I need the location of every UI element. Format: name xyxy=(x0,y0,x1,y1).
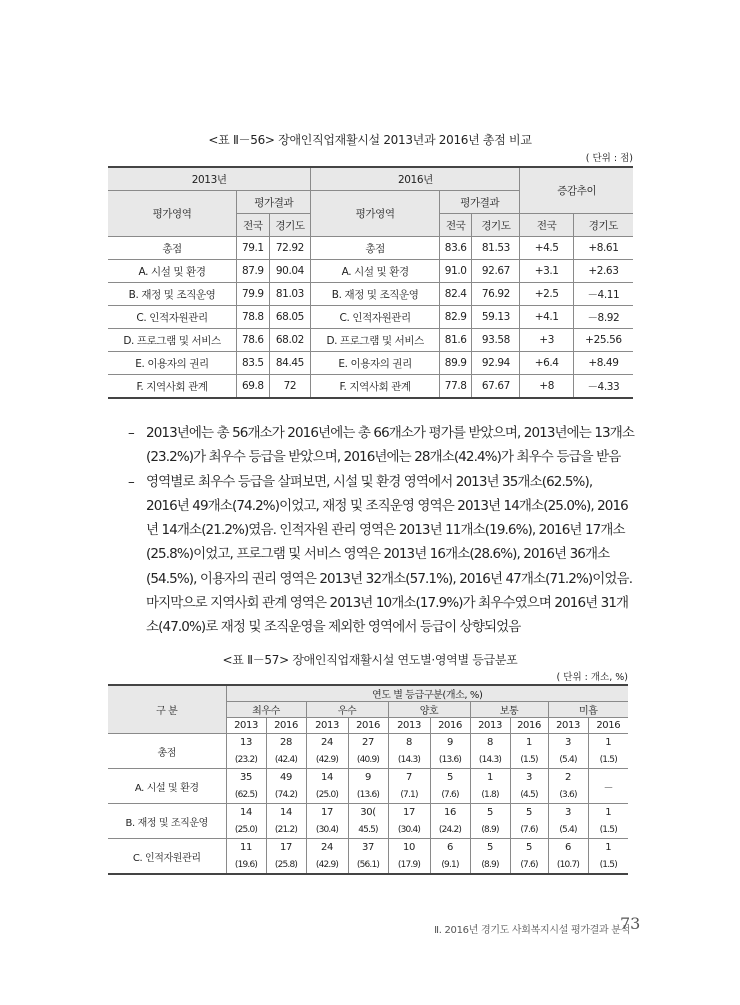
count-cell: 35 xyxy=(226,769,266,787)
percent-cell: (17.9) xyxy=(388,856,430,874)
header-year: 2013 xyxy=(306,718,348,734)
table57 xyxy=(108,684,628,875)
percent-cell: 45.5) xyxy=(348,821,388,839)
change-gyeonggi: +25.56 xyxy=(573,329,633,352)
row-label: B. 재정 및 조직운영 xyxy=(108,804,226,839)
header-national-2013: 전국 xyxy=(237,214,269,237)
empty-cell: － xyxy=(588,769,628,804)
count-cell: 37 xyxy=(348,839,388,857)
change-national: +3 xyxy=(520,329,573,352)
count-cell: 14 xyxy=(226,804,266,822)
header-grade-excellent: 최우수 xyxy=(226,702,306,718)
header-gubun: 구 분 xyxy=(108,685,226,734)
area-2016: E. 이용자의 권리 xyxy=(311,352,440,375)
bullet-item xyxy=(128,421,643,470)
page-footer: Ⅱ. 2016년 경기도 사회복지시설 평가결과 분석 xyxy=(434,925,630,936)
gyeonggi-2013: 72.92 xyxy=(269,237,311,260)
change-gyeonggi: +8.49 xyxy=(573,352,633,375)
percent-cell: (7.6) xyxy=(510,856,548,874)
gyeonggi-2013: 72 xyxy=(269,375,311,399)
count-cell: 14 xyxy=(266,804,306,822)
gyeonggi-2013: 90.04 xyxy=(269,260,311,283)
change-national: +4.5 xyxy=(520,237,573,260)
national-2013: 83.5 xyxy=(237,352,269,375)
count-cell: 5 xyxy=(510,804,548,822)
area-2016: C. 인적자원관리 xyxy=(311,306,440,329)
text-line: (54.5%), 이용자의 권리 영역은 2013년 32개소(57.1%), 2016년 47개소(71.2%)이었음. xyxy=(146,570,633,587)
bullet-dash: – xyxy=(128,425,134,441)
percent-cell: (9.1) xyxy=(430,856,470,874)
count-cell: 3 xyxy=(548,804,588,822)
body-text xyxy=(128,421,643,640)
change-national: +6.4 xyxy=(520,352,573,375)
area-2013: C. 인적자원관리 xyxy=(108,306,237,329)
percent-cell: (1.5) xyxy=(588,856,628,874)
percent-cell: (25.0) xyxy=(306,786,348,804)
row-label: 총점 xyxy=(108,734,226,769)
percent-cell: (42.9) xyxy=(306,856,348,874)
table-row xyxy=(108,306,633,329)
percent-cell: (14.3) xyxy=(470,751,510,769)
gyeonggi-2016: 81.53 xyxy=(472,237,520,260)
header-distribution: 연도 별 등급구분(개소, %) xyxy=(226,685,628,702)
count-cell: 17 xyxy=(306,804,348,822)
area-2013: A. 시설 및 환경 xyxy=(108,260,237,283)
table57-caption: <표 Ⅱ－57> 장애인직업재활시설 연도별·영역별 등급분포 xyxy=(222,653,518,667)
count-cell: 7 xyxy=(388,769,430,787)
count-cell: 3 xyxy=(548,734,588,752)
count-cell: 8 xyxy=(388,734,430,752)
count-cell: 10 xyxy=(388,839,430,857)
national-2013: 69.8 xyxy=(237,375,269,399)
percent-cell: (7.1) xyxy=(388,786,430,804)
percent-cell: (13.6) xyxy=(348,786,388,804)
percent-cell: (30.4) xyxy=(388,821,430,839)
header-grade-average: 보통 xyxy=(470,702,548,718)
table57-unit: ( 단위 : 개소, %) xyxy=(556,672,628,683)
percent-cell: (42.4) xyxy=(266,751,306,769)
count-cell: 49 xyxy=(266,769,306,787)
change-gyeonggi: －8.92 xyxy=(573,306,633,329)
header-gyeonggi-2016: 경기도 xyxy=(472,214,520,237)
table-row xyxy=(108,260,633,283)
header-year: 2013 xyxy=(388,718,430,734)
table-row xyxy=(108,237,633,260)
gyeonggi-2016: 92.67 xyxy=(472,260,520,283)
header-result-2016: 평가결과 xyxy=(439,191,520,214)
count-cell: 17 xyxy=(388,804,430,822)
table-row xyxy=(108,804,628,822)
header-2016: 2016년 xyxy=(311,167,520,191)
change-national: +2.5 xyxy=(520,283,573,306)
count-cell: 3 xyxy=(510,769,548,787)
national-2013: 78.8 xyxy=(237,306,269,329)
text-line: 영역별로 최우수 등급을 살펴보면, 시설 및 환경 영역에서 2013년 35개소(62.5%), xyxy=(146,473,593,490)
table56-caption: <표 Ⅱ－56> 장애인직업재활시설 2013년과 2016년 총점 비교 xyxy=(208,133,532,147)
percent-cell: (21.2) xyxy=(266,821,306,839)
percent-cell: (30.4) xyxy=(306,821,348,839)
table-row xyxy=(108,769,628,787)
count-cell: 9 xyxy=(430,734,470,752)
percent-cell: (13.6) xyxy=(430,751,470,769)
header-gyeonggi-change: 경기도 xyxy=(573,214,633,237)
header-year: 2013 xyxy=(226,718,266,734)
area-2013: D. 프로그램 및 서비스 xyxy=(108,329,237,352)
percent-cell: (5.4) xyxy=(548,751,588,769)
change-gyeonggi: －4.11 xyxy=(573,283,633,306)
header-year: 2016 xyxy=(510,718,548,734)
text-line: 마지막으로 지역사회 관계 영역은 2013년 10개소(17.9%)가 최우수였으며 2016년 31개 xyxy=(146,595,629,612)
percent-cell: (4.5) xyxy=(510,786,548,804)
header-year: 2016 xyxy=(430,718,470,734)
area-2013: F. 지역사회 관계 xyxy=(108,375,237,399)
count-cell: 5 xyxy=(430,769,470,787)
count-cell: 1 xyxy=(588,839,628,857)
percent-cell: (25.0) xyxy=(226,821,266,839)
text-line: (25.8%)이었고, 프로그램 및 서비스 영역은 2013년 16개소(28.6%), 2016년 36개소 xyxy=(146,546,610,563)
table-row xyxy=(108,329,633,352)
row-label: A. 시설 및 환경 xyxy=(108,769,226,804)
count-cell: 30( xyxy=(348,804,388,822)
table-row xyxy=(108,283,633,306)
percent-cell: (14.3) xyxy=(388,751,430,769)
page-number: 73 xyxy=(620,914,641,933)
area-2016: 총점 xyxy=(311,237,440,260)
change-national: +8 xyxy=(520,375,573,399)
area-2013: B. 재정 및 조직운영 xyxy=(108,283,237,306)
header-national-change: 전국 xyxy=(520,214,573,237)
percent-cell: (8.9) xyxy=(470,856,510,874)
count-cell: 5 xyxy=(470,804,510,822)
percent-cell: (62.5) xyxy=(226,786,266,804)
gyeonggi-2016: 67.67 xyxy=(472,375,520,399)
percent-cell: (23.2) xyxy=(226,751,266,769)
gyeonggi-2016: 92.94 xyxy=(472,352,520,375)
header-national-2016: 전국 xyxy=(439,214,471,237)
header-year: 2016 xyxy=(588,718,628,734)
count-cell: 9 xyxy=(348,769,388,787)
row-label: C. 인적자원관리 xyxy=(108,839,226,875)
percent-cell: (8.9) xyxy=(470,821,510,839)
text-line: 2013년에는 총 56개소가 2016년에는 총 66개소가 평가를 받았으며, 2013년에는 13개소 xyxy=(146,425,634,441)
header-year: 2016 xyxy=(348,718,388,734)
header-2013: 2013년 xyxy=(108,167,311,191)
header-grade-good: 우수 xyxy=(306,702,388,718)
percent-cell: (7.6) xyxy=(430,786,470,804)
percent-cell: (1.5) xyxy=(510,751,548,769)
bullet-dash: – xyxy=(128,473,134,490)
area-2016: A. 시설 및 환경 xyxy=(311,260,440,283)
count-cell: 11 xyxy=(226,839,266,857)
bullet-item xyxy=(128,470,643,640)
header-grade-poor: 미흡 xyxy=(548,702,628,718)
national-2013: 78.6 xyxy=(237,329,269,352)
gyeonggi-2016: 76.92 xyxy=(472,283,520,306)
national-2013: 79.1 xyxy=(237,237,269,260)
count-cell: 1 xyxy=(588,804,628,822)
header-result-2013: 평가결과 xyxy=(237,191,311,214)
count-cell: 24 xyxy=(306,734,348,752)
percent-cell: (19.6) xyxy=(226,856,266,874)
national-2016: 82.4 xyxy=(439,283,471,306)
count-cell: 8 xyxy=(470,734,510,752)
count-cell: 14 xyxy=(306,769,348,787)
percent-cell: (1.8) xyxy=(470,786,510,804)
percent-cell: (56.1) xyxy=(348,856,388,874)
table-row xyxy=(108,839,628,857)
area-2016: F. 지역사회 관계 xyxy=(311,375,440,399)
gyeonggi-2013: 68.02 xyxy=(269,329,311,352)
count-cell: 24 xyxy=(306,839,348,857)
percent-cell: (3.6) xyxy=(548,786,588,804)
gyeonggi-2013: 68.05 xyxy=(269,306,311,329)
gyeonggi-2016: 59.13 xyxy=(472,306,520,329)
gyeonggi-2013: 84.45 xyxy=(269,352,311,375)
national-2016: 77.8 xyxy=(439,375,471,399)
national-2016: 83.6 xyxy=(439,237,471,260)
count-cell: 5 xyxy=(510,839,548,857)
change-national: +4.1 xyxy=(520,306,573,329)
percent-cell: (5.4) xyxy=(548,821,588,839)
count-cell: 1 xyxy=(588,734,628,752)
national-2016: 82.9 xyxy=(439,306,471,329)
table56-unit: ( 단위 : 점) xyxy=(585,153,633,164)
count-cell: 17 xyxy=(266,839,306,857)
table56 xyxy=(108,166,633,399)
change-gyeonggi: +2.63 xyxy=(573,260,633,283)
table-row xyxy=(108,375,633,399)
count-cell: 1 xyxy=(510,734,548,752)
percent-cell: (74.2) xyxy=(266,786,306,804)
count-cell: 1 xyxy=(470,769,510,787)
header-year: 2016 xyxy=(266,718,306,734)
count-cell: 28 xyxy=(266,734,306,752)
table-row xyxy=(108,734,628,752)
percent-cell: (25.8) xyxy=(266,856,306,874)
count-cell: 16 xyxy=(430,804,470,822)
text-line: 년 14개소(21.2%)였음. 인적자원 관리 영역은 2013년 11개소(19.6%), 2016년 17개소 xyxy=(146,522,625,539)
national-2013: 79.9 xyxy=(237,283,269,306)
percent-cell: (40.9) xyxy=(348,751,388,769)
header-area-2013: 평가영역 xyxy=(108,191,237,237)
change-national: +3.1 xyxy=(520,260,573,283)
header-year: 2013 xyxy=(470,718,510,734)
count-cell: 5 xyxy=(470,839,510,857)
national-2016: 91.0 xyxy=(439,260,471,283)
area-2013: 총점 xyxy=(108,237,237,260)
percent-cell: (10.7) xyxy=(548,856,588,874)
count-cell: 6 xyxy=(548,839,588,857)
count-cell: 27 xyxy=(348,734,388,752)
header-gyeonggi-2013: 경기도 xyxy=(269,214,311,237)
text-line: 소(47.0%)로 재정 및 조직운영을 제외한 영역에서 등급이 상향되었음 xyxy=(146,619,521,636)
gyeonggi-2013: 81.03 xyxy=(269,283,311,306)
percent-cell: (42.9) xyxy=(306,751,348,769)
percent-cell: (24.2) xyxy=(430,821,470,839)
count-cell: 6 xyxy=(430,839,470,857)
area-2013: E. 이용자의 권리 xyxy=(108,352,237,375)
text-line: (23.2%)가 최우수 등급을 받았으며, 2016년에는 28개소(42.4%)가 최우수 등급을 받음 xyxy=(146,449,621,466)
change-gyeonggi: －4.33 xyxy=(573,375,633,399)
area-2016: D. 프로그램 및 서비스 xyxy=(311,329,440,352)
header-grade-fair: 양호 xyxy=(388,702,470,718)
count-cell: 13 xyxy=(226,734,266,752)
change-gyeonggi: +8.61 xyxy=(573,237,633,260)
header-area-2016: 평가영역 xyxy=(311,191,440,237)
national-2013: 87.9 xyxy=(237,260,269,283)
text-line: 2016년 49개소(74.2%)이었고, 재정 및 조직운영 영역은 2013년 14개소(25.0%), 2016 xyxy=(146,497,628,514)
percent-cell: (1.5) xyxy=(588,821,628,839)
national-2016: 89.9 xyxy=(439,352,471,375)
header-year: 2013 xyxy=(548,718,588,734)
count-cell: 2 xyxy=(548,769,588,787)
national-2016: 81.6 xyxy=(439,329,471,352)
table-row xyxy=(108,352,633,375)
area-2016: B. 재정 및 조직운영 xyxy=(311,283,440,306)
percent-cell: (7.6) xyxy=(510,821,548,839)
header-change: 증감추이 xyxy=(520,167,633,214)
gyeonggi-2016: 93.58 xyxy=(472,329,520,352)
percent-cell: (1.5) xyxy=(588,751,628,769)
